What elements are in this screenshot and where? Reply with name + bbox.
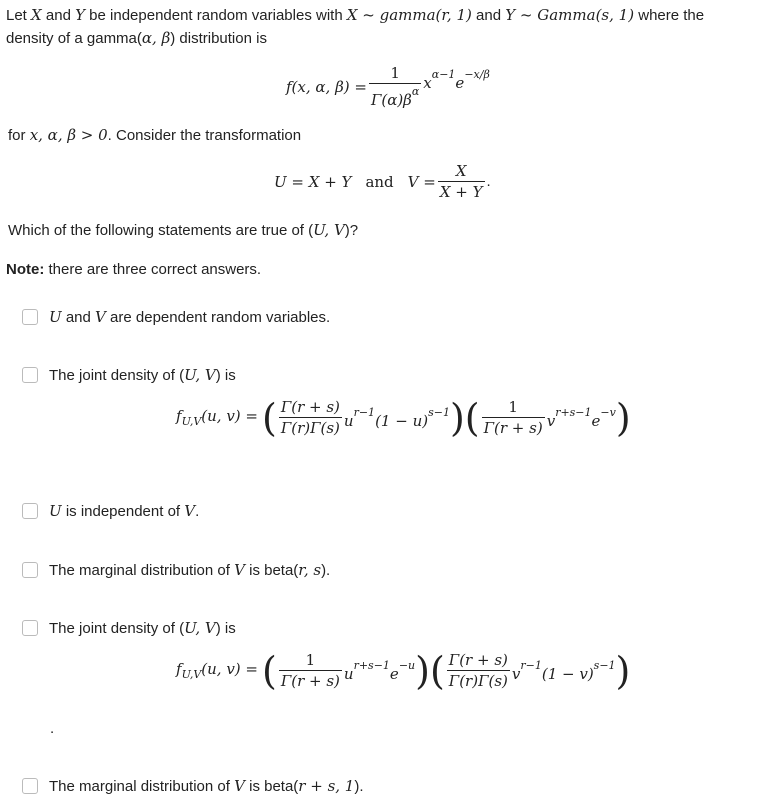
domain-text: for bbox=[8, 127, 30, 144]
intro-text: where the bbox=[634, 7, 705, 24]
eq1-lhs-sub: U,V bbox=[181, 415, 202, 428]
domain-cond: x, α, β > 0 bbox=[29, 126, 108, 144]
eq1-lhs-args: (u, v) = bbox=[201, 407, 258, 425]
option-1-text: are dependent random variables. bbox=[105, 309, 331, 326]
option-2-math: U, V bbox=[184, 366, 216, 384]
option-6-text: is beta( bbox=[244, 778, 299, 795]
eq2-one-minus-sup: s−1 bbox=[593, 658, 616, 672]
transform-u: U = X + Y bbox=[274, 172, 352, 191]
density-x-sup: α−1 bbox=[431, 67, 456, 81]
option-4-math: V bbox=[234, 561, 245, 579]
option-1-math: U bbox=[49, 308, 62, 326]
option-5-math: U, V bbox=[184, 619, 216, 637]
intro-line-2 bbox=[6, 29, 267, 47]
joint-density-equation-2: $f_{U,V}(u$, v) = ( $\frac{1}{\Gamma(r + s)}$ $u^{r+s-1}e^{-u}$ ) ( $\frac{\Gamma(r + s)}{\Gamma(r)\Gamma(s)}$ $v^{r-1}(1 - v)^{s-1}$ ) bbox=[176, 648, 631, 693]
joint-density-equation-1: $f_{U,V}(u$, v) = ( $\frac{\Gamma(r + s)}{\Gamma(r)\Gamma(s)}$ $u^{r-1}(1 - u)^{s-1}$ ) ( $\frac{1}{\Gamma(r + s)}$ $v^{r+s-1}e^{-v}$ ) bbox=[176, 395, 631, 440]
intro-text: and bbox=[471, 7, 506, 24]
option-3-math2: V bbox=[184, 502, 196, 520]
eq1-u: u bbox=[343, 411, 354, 430]
eq2-lhs-args: (u, v) = bbox=[201, 660, 258, 678]
option-6-text: ). bbox=[354, 778, 364, 795]
transform-period: . bbox=[486, 173, 491, 190]
option-3-text: . bbox=[195, 503, 200, 520]
option-4-text: ). bbox=[321, 562, 331, 579]
transform-fraction bbox=[438, 162, 485, 201]
option-5-text: The joint density of ( bbox=[49, 620, 185, 637]
option-1-text: and bbox=[61, 309, 96, 326]
eq1-u-sup: r−1 bbox=[353, 405, 376, 419]
option-6-checkbox[interactable] bbox=[22, 778, 38, 794]
option-1-math2: V bbox=[95, 308, 106, 326]
eq2-lhs-sub: U,V bbox=[181, 668, 202, 681]
transform-v-den: X + Y bbox=[439, 183, 483, 201]
transform-v-lhs: V = bbox=[407, 172, 436, 191]
eq2-lhs bbox=[176, 660, 258, 681]
option-5-label[interactable] bbox=[49, 619, 236, 637]
option-3-label[interactable] bbox=[49, 502, 199, 520]
math-dist-x: X ~ gamma(r, 1) bbox=[346, 6, 472, 24]
eq2-fraction-1 bbox=[279, 651, 342, 690]
note-text: there are three correct answers. bbox=[44, 261, 262, 278]
eq2-v: v bbox=[511, 664, 521, 683]
eq1-fraction-1 bbox=[279, 398, 342, 437]
density-e-sup: −x/β bbox=[464, 67, 490, 81]
math-x: X bbox=[31, 6, 42, 24]
eq1-f2-den: Γ(r + s) bbox=[483, 419, 543, 437]
math-dist-y: Y ~ Gamma(s, 1) bbox=[505, 6, 635, 24]
option-6-math: V bbox=[234, 777, 245, 795]
option-6-text: The marginal distribution of bbox=[49, 778, 235, 795]
option-2-text: The joint density of ( bbox=[49, 367, 185, 384]
intro-text: ) distribution is bbox=[170, 30, 267, 47]
density-lhs: f(x, α, β) = bbox=[286, 77, 367, 96]
eq1-e: e bbox=[591, 411, 601, 430]
eq1-v: v bbox=[546, 411, 556, 430]
option-2-label[interactable] bbox=[49, 366, 236, 384]
density-fraction bbox=[369, 64, 421, 109]
option-2-checkbox[interactable] bbox=[22, 367, 38, 383]
option-2-text: ) is bbox=[215, 367, 236, 384]
intro-line-1 bbox=[6, 6, 704, 24]
option-4-text: The marginal distribution of bbox=[49, 562, 235, 579]
transform-v-num: X bbox=[455, 162, 467, 180]
eq1-lhs bbox=[176, 407, 258, 428]
eq1-f1-num: Γ(r + s) bbox=[280, 398, 340, 416]
option-4-text: is beta( bbox=[244, 562, 299, 579]
eq2-v-sup: r−1 bbox=[520, 658, 542, 672]
transform-and: and bbox=[365, 172, 394, 191]
question-text bbox=[8, 221, 358, 239]
option-5-checkbox[interactable] bbox=[22, 620, 38, 636]
question-part: Which of the following statements are true of ( bbox=[8, 222, 314, 239]
domain-text: . Consider the transformation bbox=[107, 127, 302, 144]
eq2-one-minus: (1 − v) bbox=[541, 664, 594, 683]
option-3-math: U bbox=[49, 502, 62, 520]
eq2-e: e bbox=[389, 664, 399, 683]
transform-formula bbox=[274, 162, 491, 201]
eq1-fraction-2 bbox=[482, 398, 545, 437]
intro-text: and bbox=[41, 7, 76, 24]
question-vars: U, V bbox=[313, 221, 345, 239]
option-4-math2: r, s bbox=[298, 561, 322, 579]
density-den-sup: α bbox=[411, 85, 420, 98]
eq2-f1-num: 1 bbox=[305, 651, 316, 669]
eq2-u-sup: r+s−1 bbox=[353, 658, 390, 672]
eq2-f2-num: Γ(r + s) bbox=[448, 651, 508, 669]
option-3-checkbox[interactable] bbox=[22, 503, 38, 519]
density-e: e bbox=[455, 73, 465, 92]
intro-text: be independent random variables with bbox=[85, 7, 347, 24]
density-num: 1 bbox=[390, 64, 400, 82]
density-x: x bbox=[423, 73, 432, 92]
eq2-f2-den: Γ(r)Γ(s) bbox=[448, 672, 508, 690]
question-part: )? bbox=[344, 222, 359, 239]
eq2-f: f bbox=[176, 660, 182, 678]
eq1-f1-den: Γ(r)Γ(s) bbox=[280, 419, 340, 437]
note-label: Note: bbox=[6, 261, 45, 278]
eq1-f: f bbox=[176, 407, 182, 425]
eq2-fraction-2 bbox=[447, 651, 510, 690]
stray-mark: . bbox=[50, 720, 55, 737]
intro-text: density of a gamma( bbox=[6, 30, 142, 47]
eq1-one-minus: (1 − u) bbox=[375, 411, 429, 430]
eq1-f2-num: 1 bbox=[508, 398, 518, 416]
eq2-e-sup: −u bbox=[398, 658, 416, 672]
option-4-label[interactable] bbox=[49, 561, 330, 579]
option-1-checkbox[interactable] bbox=[22, 309, 38, 325]
option-6-math2: r + s, 1 bbox=[298, 777, 355, 795]
density-den: Γ(α)β bbox=[370, 91, 412, 109]
option-3-text: is independent of bbox=[61, 503, 185, 520]
option-1-label[interactable] bbox=[49, 308, 330, 326]
note bbox=[6, 261, 261, 278]
eq2-u: u bbox=[343, 664, 354, 683]
density-formula bbox=[286, 64, 490, 109]
math-params: α, β bbox=[141, 29, 171, 47]
math-y: Y bbox=[75, 6, 85, 24]
eq1-one-minus-sup: s−1 bbox=[428, 405, 450, 419]
intro-text: Let bbox=[6, 7, 32, 24]
eq1-v-sup: r+s−1 bbox=[555, 405, 592, 419]
eq2-f1-den: Γ(r + s) bbox=[280, 672, 340, 690]
option-4-checkbox[interactable] bbox=[22, 562, 38, 578]
domain-line bbox=[8, 126, 301, 144]
option-6-label[interactable] bbox=[49, 777, 364, 795]
option-5-text: ) is bbox=[215, 620, 236, 637]
eq1-e-sup: −v bbox=[600, 405, 616, 419]
